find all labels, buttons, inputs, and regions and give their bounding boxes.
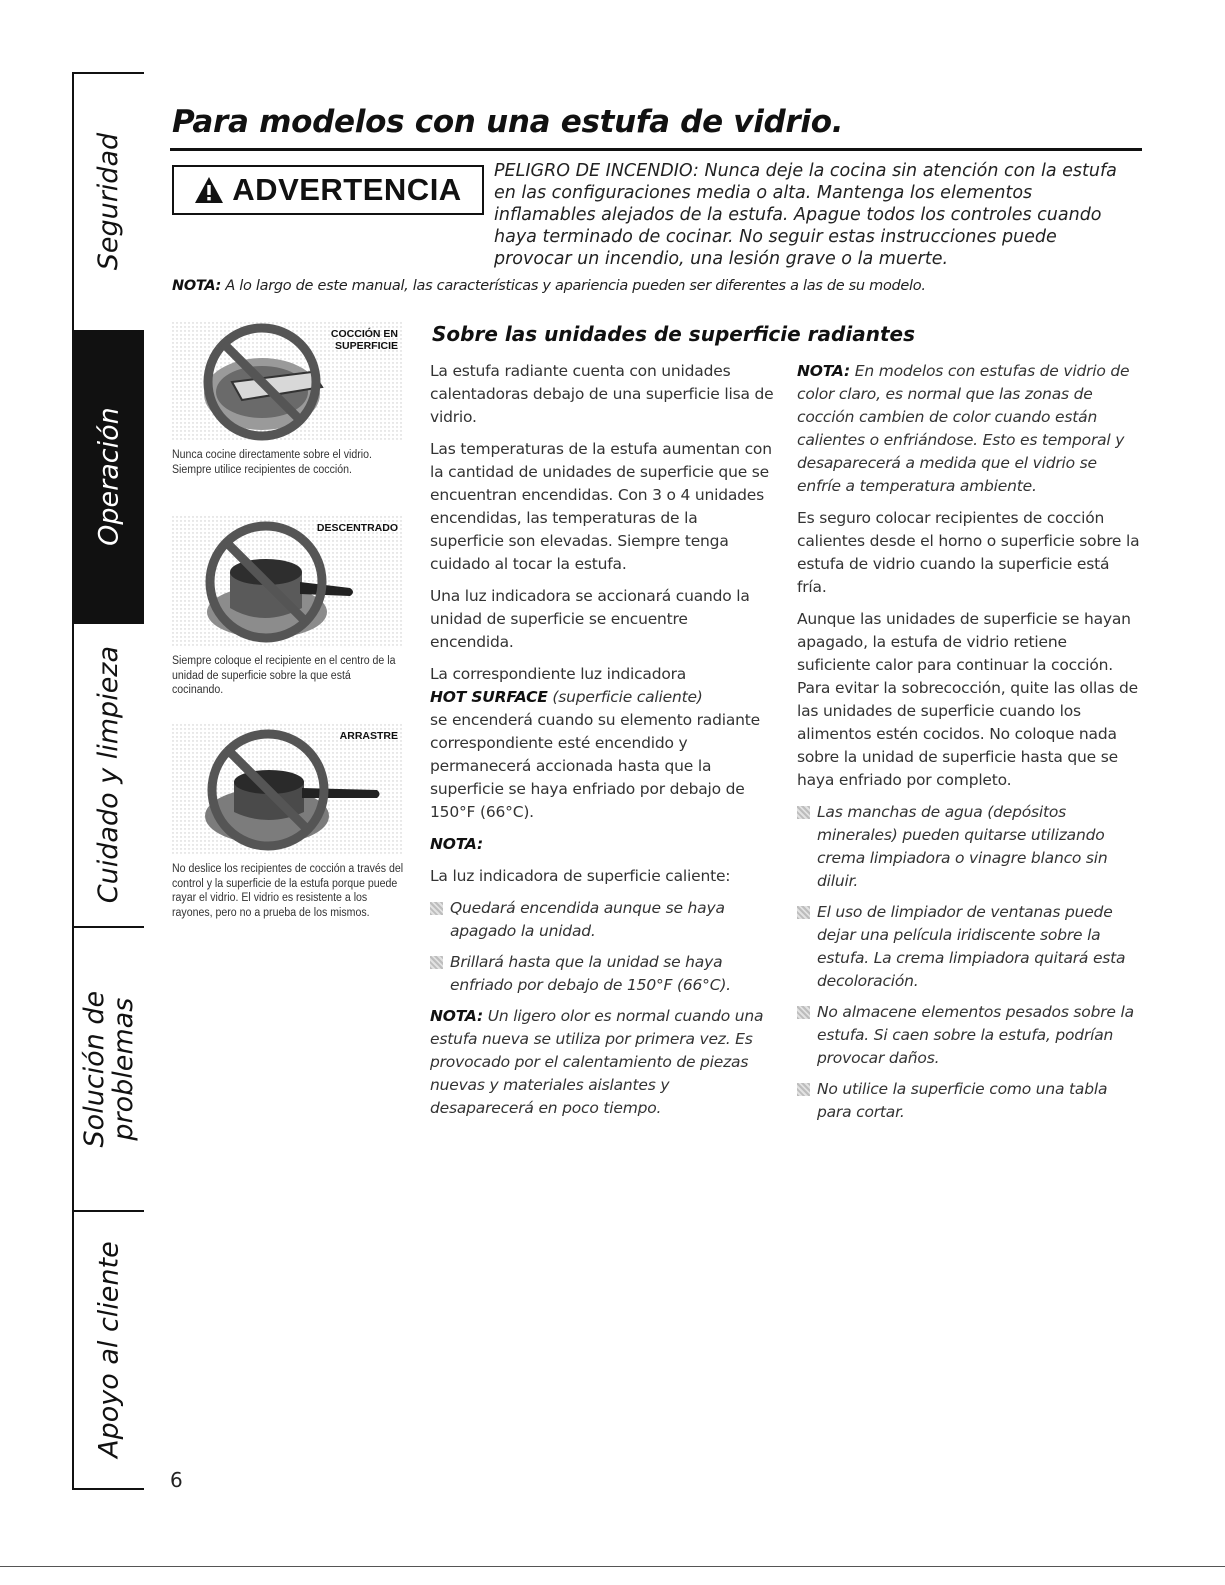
paragraph: La estufa radiante cuenta con unidades calentadoras debajo de una superficie lisa de vidrio. xyxy=(430,362,774,426)
hot-surface-label: HOT SURFACE xyxy=(430,688,548,706)
tab-label: Apoyo al cliente xyxy=(93,1241,125,1459)
hot-surface-paragraph xyxy=(430,663,775,824)
list-item xyxy=(430,897,775,943)
paragraph: Aunque las unidades de superficie se hayan apagado, la estufa de vidrio retiene suficiente calor para continuar la cocción. Para evitar la sobrecocción, quite las ollas de las unidades de superficie cuando los alimentos estén cocidos. No coloque nada sobre la unidad de superficie hasta que se haya enfriado por completo. xyxy=(797,610,1138,789)
middle-column xyxy=(430,360,775,1129)
square-bullet-icon xyxy=(797,806,810,819)
warning-triangle-icon xyxy=(194,176,224,204)
right-column xyxy=(797,360,1142,1132)
page-title: Para modelos con una estufa de vidrio. xyxy=(172,104,844,140)
tab-label: Seguridad xyxy=(93,133,125,271)
list-item xyxy=(430,951,775,997)
list-item-text: El uso de limpiador de ventanas puede dejar una película iridiscente sobre la estufa. La crema limpiadora quitará esta decoloración. xyxy=(817,903,1126,990)
figure-surface-cooking xyxy=(172,322,404,477)
list-item-text: Quedará encendida aunque se haya apagado la unidad. xyxy=(450,899,725,940)
square-bullet-icon xyxy=(797,1006,810,1019)
bottom-rule xyxy=(0,1566,1225,1567)
note-text: A lo largo de este manual, las características y apariencia pueden ser diferentes a las de su modelo. xyxy=(225,278,926,294)
note-text: En modelos con estufas de vidrio de color claro, es normal que las zonas de cocción cambien de color cuando están calientes o enfriándose. Esto es temporal y desaparecerá a medida que el vidrio se enfríe a temperatura ambiente. xyxy=(797,362,1130,495)
note-text: Un ligero olor es normal cuando una estufa nueva se utiliza por primera vez. Es provocado por el calentamiento de piezas nuevas y materiales aislantes y desaparecerá en poco tiempo. xyxy=(430,1007,764,1117)
off-center-pan-illustration xyxy=(172,516,404,648)
figure-caption: Siempre coloque el recipiente en el centro de la unidad de superficie sobre la que está cocinando. xyxy=(172,655,396,696)
section-tabs xyxy=(72,72,144,1490)
figure-off-center xyxy=(172,516,404,698)
warning-text: PELIGRO DE INCENDIO: Nunca deje la cocina sin atención con la estufa en las configuraciones media o alta. Mantenga los elementos inflamables alejados de la estufa. Apague todos los controles cuando haya terminado de cocinar. No seguir estas instrucciones puede provocar un incendio, una lesión grave o la muerte. xyxy=(494,161,1117,269)
color-note xyxy=(797,360,1142,498)
paragraph: Una luz indicadora se accionará cuando la unidad de superficie se encuentre encendida. xyxy=(430,587,750,651)
tab-apoyo-al-cliente[interactable] xyxy=(74,1212,144,1488)
list-item-text: Brillará hasta que la unidad se haya enfriado por debajo de 150°F (66°C). xyxy=(450,953,731,994)
square-bullet-icon xyxy=(430,956,443,969)
list-item-text: No utilice la superficie como una tabla para cortar. xyxy=(817,1080,1108,1121)
note-heading: NOTA: xyxy=(430,835,484,853)
illustration xyxy=(172,322,404,442)
note-label: NOTA: xyxy=(797,362,851,380)
list-item xyxy=(797,1001,1142,1070)
figure-caption: No deslice los recipientes de cocción a través del control y la superficie de la estufa porque puede rayar el vidrio. El vidrio es resistente a los rayones, pero no a prueba de los mismos. xyxy=(172,863,404,919)
warning-label: ADVERTENCIA xyxy=(232,172,462,207)
manual-note xyxy=(172,278,1142,294)
square-bullet-icon xyxy=(797,1083,810,1096)
tab-label: Cuidado y limpieza xyxy=(93,646,125,904)
tab-solucion-de-problemas[interactable] xyxy=(74,928,144,1212)
square-bullet-icon xyxy=(797,906,810,919)
paragraph: La luz indicadora de superficie caliente: xyxy=(430,867,731,885)
indicator-light-list xyxy=(430,897,775,997)
illustration xyxy=(172,724,404,856)
square-bullet-icon xyxy=(430,902,443,915)
list-item xyxy=(797,1078,1142,1124)
tab-label: Operación xyxy=(93,407,125,547)
tab-cuidado-y-limpieza[interactable] xyxy=(74,624,144,928)
paragraph: Es seguro colocar recipientes de cocción calientes desde el horno o superficie sobre la estufa de vidrio cuando la superficie está fría. xyxy=(797,509,1140,596)
figure-dragging xyxy=(172,724,404,920)
figure-label: ARRASTRE xyxy=(339,730,398,742)
figure-label: DESCENTRADO xyxy=(316,522,398,534)
warning-badge xyxy=(172,165,484,215)
title-rule xyxy=(170,148,1142,151)
text: se encenderá cuando su elemento radiante correspondiente esté encendido y permanecerá accionada hasta que la superficie se haya enfriado por debajo de 150°F (66°C). xyxy=(430,711,760,821)
note-label: NOTA: xyxy=(172,278,222,294)
text: La correspondiente luz indicadora xyxy=(430,665,687,683)
tab-label: Solución de problemas xyxy=(78,990,139,1148)
figure-caption: Nunca cocine directamente sobre el vidrio. Siempre utilice recipientes de cocción. xyxy=(172,449,372,476)
tab-seguridad[interactable] xyxy=(74,74,144,332)
illustration xyxy=(172,516,404,648)
odor-note xyxy=(430,1005,775,1120)
tab-operacion[interactable] xyxy=(74,332,144,624)
care-list xyxy=(797,801,1142,1124)
list-item-text: Las manchas de agua (depósitos minerales) pueden quitarse utilizando crema limpiadora o vinagre blanco sin diluir. xyxy=(817,803,1108,890)
dragging-pan-illustration xyxy=(172,724,404,856)
section-heading: Sobre las unidades de superficie radiantes xyxy=(432,322,915,346)
list-item xyxy=(797,801,1142,893)
page-number: 6 xyxy=(170,1468,183,1492)
list-item xyxy=(797,901,1142,993)
paragraph: Las temperaturas de la estufa aumentan con la cantidad de unidades de superficie que se encuentran encendidas. Con 3 o 4 unidades encendidas, las temperaturas de la superficie son elevadas. Siempre tenga cuidado al tocar la estufa. xyxy=(430,440,772,573)
hot-surface-translation: (superficie caliente) xyxy=(552,688,703,706)
figure-label: COCCIÓN EN SUPERFICIE xyxy=(330,328,398,352)
note-label: NOTA: xyxy=(430,1007,484,1025)
list-item-text: No almacene elementos pesados sobre la estufa. Si caen sobre la estufa, podrían provocar daños. xyxy=(817,1003,1134,1067)
